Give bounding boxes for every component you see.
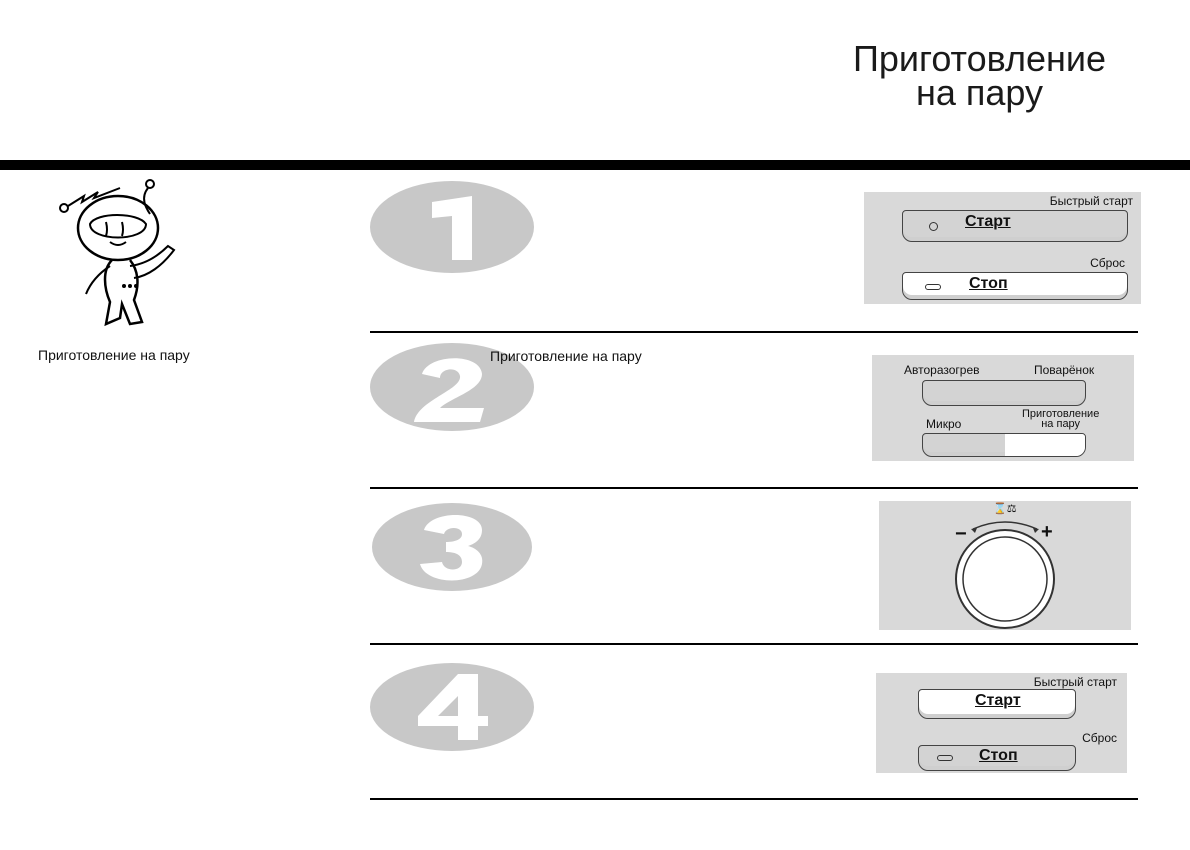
indicator-bar-icon	[937, 755, 953, 761]
start-button[interactable]	[902, 210, 1128, 242]
control-panel-step2	[872, 355, 1134, 461]
page-title	[852, 38, 1106, 113]
step-separator-2	[370, 487, 1138, 489]
start-button-label: Старт	[965, 213, 1011, 230]
header-rule	[0, 160, 1190, 170]
timer-weight-icon: ⌛⚖	[993, 503, 1017, 515]
stop-button-label: Стоп	[969, 275, 1008, 292]
quick-start-label: Быстрый старт	[1033, 675, 1117, 689]
micro-steam-button[interactable]	[922, 433, 1086, 457]
dial-knob[interactable]	[965, 539, 1045, 619]
control-panel-step3	[879, 501, 1131, 630]
reset-label: Сброс	[1090, 256, 1125, 270]
step-3-numeral	[370, 500, 535, 595]
side-caption: Приготовление на пару	[38, 347, 190, 363]
stop-button[interactable]	[918, 745, 1076, 771]
stop-button-label: Стоп	[979, 747, 1018, 764]
auto-reheat-label: Авторазогрев	[904, 363, 980, 377]
step-2-text: Приготовление на пару	[490, 348, 642, 364]
auto-reheat-cook-button[interactable]	[922, 380, 1086, 406]
stop-button[interactable]	[902, 272, 1128, 300]
indicator-light-icon	[929, 222, 938, 231]
page-title-line1: Приготовление	[852, 38, 1106, 79]
indicator-bar-icon	[925, 284, 941, 290]
page-title-line2: на пару	[915, 72, 1043, 113]
reset-label: Сброс	[1082, 731, 1117, 745]
step-separator-1	[370, 331, 1138, 333]
step-separator-3	[370, 643, 1138, 645]
dial-minus-icon[interactable]: −	[955, 523, 967, 545]
step-1-numeral	[370, 180, 535, 275]
step-4-numeral	[370, 660, 535, 755]
quick-start-label: Быстрый старт	[1049, 194, 1133, 208]
start-button[interactable]	[918, 689, 1076, 719]
kid-chef-label: Поварёнок	[1034, 363, 1095, 377]
start-button-label: Старт	[975, 692, 1021, 709]
steam-button-highlight	[1005, 434, 1085, 456]
step-separator-4	[370, 798, 1138, 800]
control-panel-step4	[876, 673, 1127, 773]
control-panel-step1	[864, 192, 1141, 304]
mascot-illustration	[50, 178, 190, 338]
dial-plus-icon[interactable]: +	[1041, 521, 1053, 543]
micro-label: Микро	[926, 417, 962, 431]
steam-label: Приготовление на пару	[1022, 408, 1100, 430]
